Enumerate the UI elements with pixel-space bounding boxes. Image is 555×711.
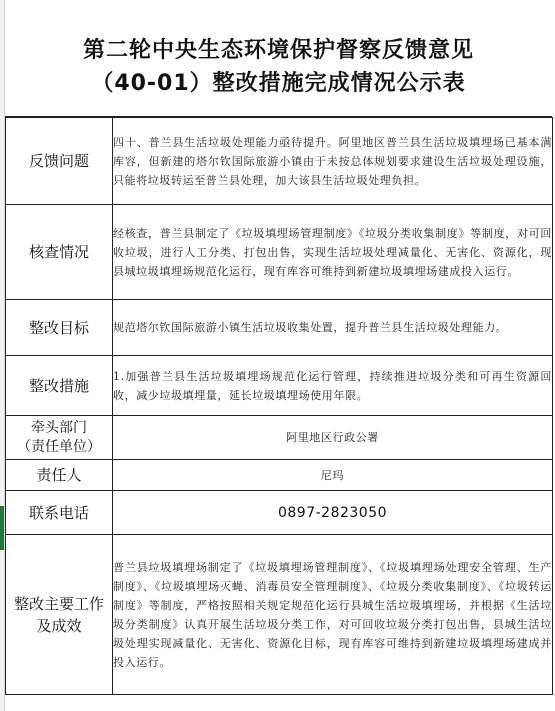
cell-phone-content[interactable]: 0897-2823050 [113,491,553,535]
table-row-measure [6,356,553,416]
selected-row-indicator [0,506,4,550]
table-row-person [6,460,553,491]
table-row-goal [6,300,553,356]
label-person: 责任人 [36,466,82,484]
cell-dept-content[interactable]: 阿里地区行政公署 [113,416,553,460]
title-line-2: （40-01）整改措施完成情况公示表 [91,71,466,96]
cell-measure-label[interactable] [6,356,113,416]
cell-work-content[interactable]: 普兰县垃圾填埋场制定了《垃圾填埋场管理制度》、《垃圾填埋场处理安全管理、生产制度》、《垃圾填埋场灭蝇、消毒员安全管理制度》、《垃圾分类收集制度》、《垃圾转运制度》等制度，严格按照相关规定规范化运行县城生活垃圾填埋场，并根据《生活垃圾分类制度》认真开展生活垃圾分类工作，对可回收垃圾分类打包出售，县城生活垃圾处理实现减量化、无害化、资源化目标，现有库容可维持到新建垃圾填埋场建成并投入运行。 [113,535,553,695]
cell-goal-label[interactable] [6,300,113,356]
label-work-line-2: 及成效 [36,616,82,635]
cell-measure-content[interactable]: 1.加强普兰县生活垃圾填埋场规范化运行管理，持续推进垃圾分类和可再生资源回收，减少垃圾填埋量，延长垃圾填埋场使用年限。 [113,356,553,416]
label-work-line-1: 整改主要工作 [13,594,104,613]
table-title [5,0,552,117]
cell-dept-label[interactable] [6,416,113,460]
label-phone: 联系电话 [28,503,89,522]
cell-feedback-label[interactable] [6,118,113,205]
table-row-dept [6,416,553,460]
label-goal: 整改目标 [28,318,89,337]
label-check: 核查情况 [28,243,89,261]
table-row-check [6,205,553,300]
title-line-1: 第二轮中央生态环境保护督察反馈意见 [82,38,474,63]
cell-phone-label[interactable] [6,491,113,535]
cell-goal-content[interactable]: 规范塔尔钦国际旅游小镇生活垃圾收集处置，提升普兰县生活垃圾处理能力。 [113,300,553,356]
table-row-phone [6,491,553,535]
cell-check-label[interactable] [6,205,113,300]
table-row-feedback [6,118,553,205]
table-row-work [6,535,553,695]
label-measure: 整改措施 [28,376,89,395]
cell-work-label[interactable] [6,535,113,695]
label-dept-line-1: 牵头部门 [31,419,87,436]
rectification-table [5,117,553,695]
cell-feedback-content[interactable]: 四十、普兰县生活垃圾处理能力亟待提升。阿里地区普兰县生活垃圾填埋场已基本满库容，但新建的塔尔钦国际旅游小镇由于未按总体规划要求建设生活垃圾处理设施，只能将垃圾转运至普兰县处理，加大该县生活垃圾处理负担。 [113,118,553,205]
cell-person-content[interactable]: 尼玛 [113,460,553,491]
cell-person-label[interactable] [6,460,113,491]
label-dept-line-2: （责任单位） [17,438,101,455]
label-feedback: 反馈问题 [28,152,89,170]
cell-check-content[interactable]: 经核查，普兰县制定了《垃圾填埋场管理制度》《垃圾分类收集制度》等制度，对可回收垃圾，进行人工分类、打包出售，实现生活垃圾处理减量化、无害化、资源化，现县城垃圾填埋场规范化运行，现有库容可维持到新建垃圾填埋场建成投入运行。 [113,205,553,300]
